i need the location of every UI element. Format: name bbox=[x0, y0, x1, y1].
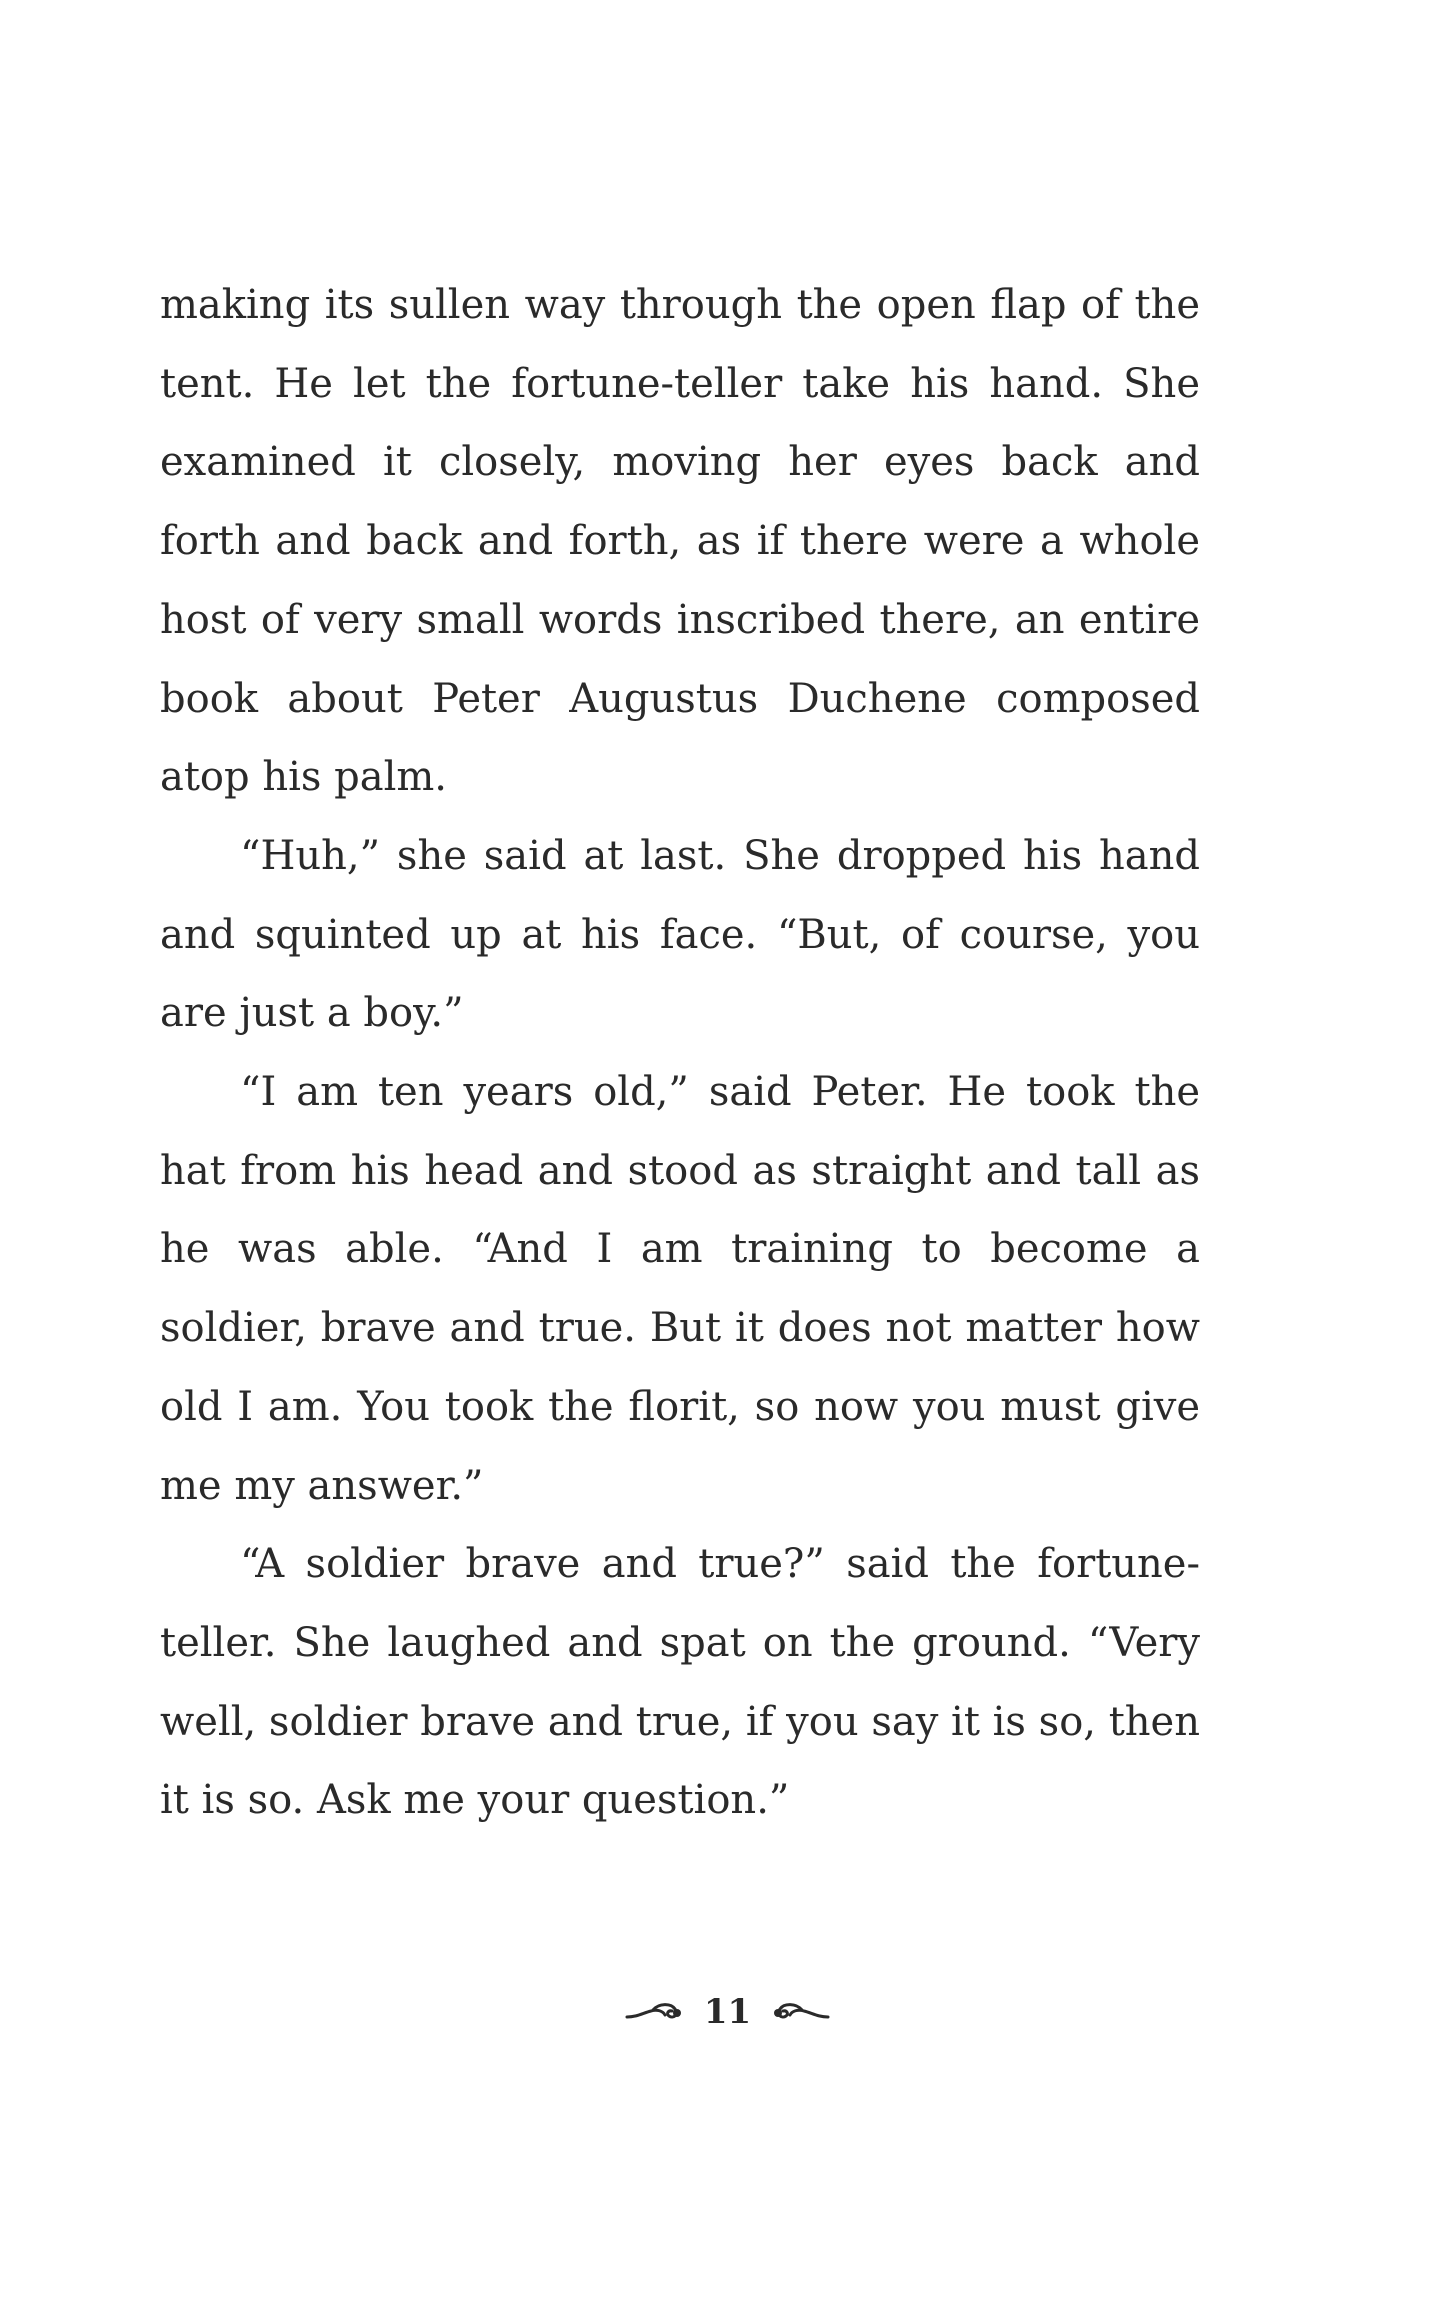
page-folio bbox=[0, 1990, 1455, 2032]
right-flourish-ornament-icon bbox=[768, 1992, 830, 2032]
paragraph: “I am ten years old,” said Peter. He took the hat from his head and stood as straight and tall as he was able. “And I am training to become a soldier, brave and true. But it does not matter how old I am. You took the florit, so now you must give me my answer.” bbox=[160, 1069, 1200, 1509]
paragraph: making its sullen way through the open flap of the tent. He let the fortune-teller take his hand. She examined it closely, moving her eyes back and forth and back and forth, as if there were a whole host of very small words inscribed there, an entire book about Peter Augustus Duchene composed atop his palm. bbox=[160, 282, 1200, 801]
left-flourish-ornament-icon bbox=[625, 1992, 687, 2032]
paragraph: “Huh,” she said at last. She dropped his hand and squinted up at his face. “But, of course, you are just a boy.” bbox=[160, 832, 1200, 1037]
paragraph: “A soldier brave and true?” said the fortune-teller. She laughed and spat on the ground. “Very well, soldier brave and true, if you say it is so, then it is so. Ask me your question.” bbox=[160, 1541, 1200, 1824]
page-number: 11 bbox=[703, 1992, 752, 2032]
body-text bbox=[160, 266, 1200, 1840]
